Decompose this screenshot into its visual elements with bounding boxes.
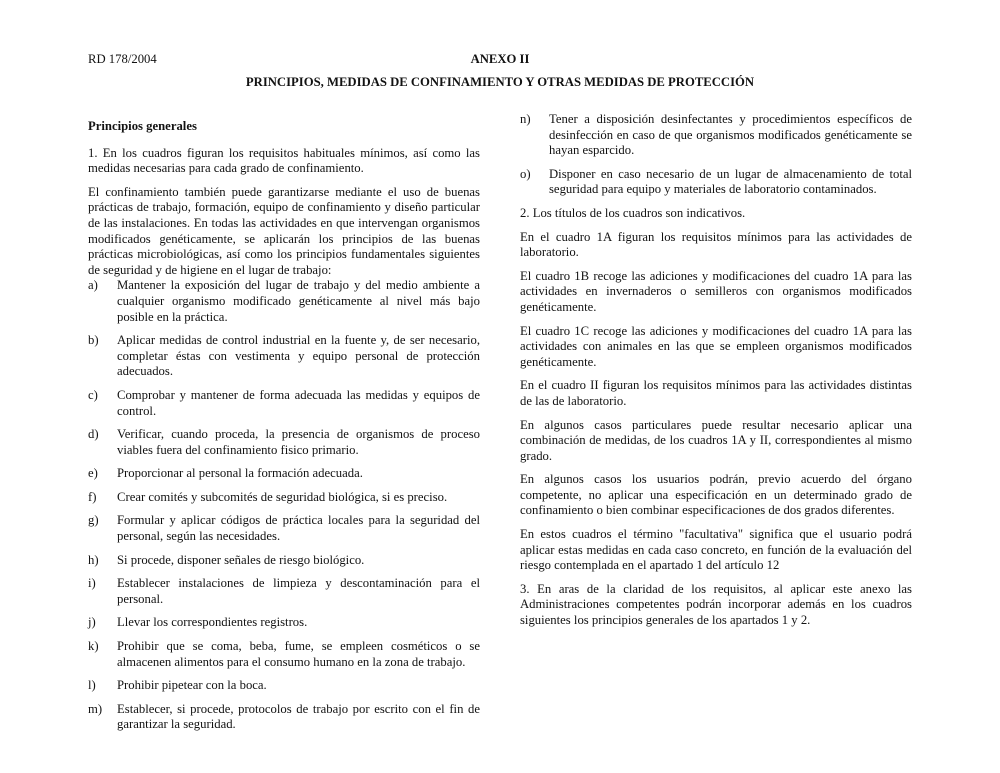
list-item-text: Aplicar medidas de control industrial en la fuente y, de ser necesario, completar éstas con vestimenta y equipo personal de protección adecuados. bbox=[117, 333, 480, 379]
list-item bbox=[88, 466, 480, 482]
left-lettered-list bbox=[88, 278, 480, 733]
list-item-label: e) bbox=[88, 466, 98, 481]
document-header bbox=[0, 52, 1000, 68]
list-item bbox=[88, 427, 480, 458]
page-title: ANEXO II bbox=[470, 52, 530, 66]
list-item-text: Si procede, disponer señales de riesgo biológico. bbox=[117, 552, 365, 567]
paragraph: El cuadro 1B recoge las adiciones y modificaciones del cuadro 1A para las actividades en invernaderos o semilleros con organismos modificados genéticamente. bbox=[520, 268, 912, 314]
list-item bbox=[520, 167, 912, 198]
list-item bbox=[88, 639, 480, 670]
list-item bbox=[88, 278, 480, 325]
list-item bbox=[88, 702, 480, 733]
right-column bbox=[520, 112, 912, 741]
list-item bbox=[520, 112, 912, 159]
list-item-text: Prohibir que se coma, beba, fume, se empleen cosméticos o se almacenen alimentos para el consumo humano en la zona de trabajo. bbox=[117, 639, 480, 669]
doc-reference: RD 178/2004 bbox=[88, 52, 157, 66]
list-item-text: Prohibir pipetear con la boca. bbox=[117, 678, 267, 693]
paragraph: En el cuadro II figuran los requisitos mínimos para las actividades distintas de las de laboratorio. bbox=[520, 378, 912, 408]
right-lettered-list bbox=[520, 112, 912, 198]
list-item-text: Proporcionar al personal la formación adecuada. bbox=[117, 466, 363, 481]
paragraph: El confinamiento también puede garantizarse mediante el uso de buenas prácticas de trabajo, formación, equipo de confinamiento y diseño particular de las instalaciones. En todas las actividades en que intervengan organismos modificados genéticamente, se aplicarán los principios de las buenas prácticas microbiológicas, así como los principios fundamentales siguientes de seguridad y de higiene en el lugar de trabajo: bbox=[88, 184, 480, 277]
list-item-label: b) bbox=[88, 333, 99, 348]
list-item bbox=[88, 553, 480, 569]
list-item-text: Crear comités y subcomités de seguridad biológica, si es preciso. bbox=[117, 489, 448, 504]
list-item-label: g) bbox=[88, 513, 99, 528]
list-item-label: d) bbox=[88, 427, 99, 442]
paragraph: En algunos casos los usuarios podrán, previo acuerdo del órgano competente, no aplicar una especificación en un determinado grado de confinamiento o bien combinar especificaciones de dos grados diferentes. bbox=[520, 472, 912, 518]
list-item bbox=[88, 678, 480, 694]
paragraph: El cuadro 1C recoge las adiciones y modificaciones del cuadro 1A para las actividades con animales en las que se empleen organismos modificados genéticamente. bbox=[520, 323, 912, 369]
list-item-label: j) bbox=[88, 615, 96, 630]
list-item bbox=[88, 615, 480, 631]
list-item-text: Formular y aplicar códigos de práctica locales para la seguridad del personal, según las necesidades. bbox=[117, 513, 480, 544]
list-item-text: Tener a disposición desinfectantes y procedimientos específicos de desinfección en caso de que organismos modificados genéticamente se hayan esparcido. bbox=[549, 112, 912, 158]
paragraph: En el cuadro 1A figuran los requisitos mínimos para las actividades de laboratorio. bbox=[520, 229, 912, 260]
list-item-label: m) bbox=[88, 701, 103, 716]
paragraph: 2. Los títulos de los cuadros son indicativos. bbox=[520, 205, 746, 220]
list-item-text: Disponer en caso necesario de un lugar de almacenamiento de total seguridad para equipo y materiales de laboratorio contaminados. bbox=[549, 166, 912, 197]
list-item-label: c) bbox=[88, 387, 98, 402]
list-item-label: i) bbox=[88, 576, 96, 591]
list-item-text: Mantener la exposición del lugar de trabajo y del medio ambiente a cualquier organismo modificado genéticamente al nivel más bajo posible en la práctica. bbox=[117, 278, 480, 324]
list-item-label: o) bbox=[520, 166, 531, 181]
list-item-text: Verificar, cuando proceda, la presencia de organismos de proceso viables fuera del confinamiento fisico primario. bbox=[117, 427, 480, 457]
list-item-label: n) bbox=[520, 112, 531, 126]
paragraph: 1. En los cuadros figuran los requisitos habituales mínimos, así como las medidas necesarias para cada grado de confinamiento. bbox=[88, 145, 480, 176]
paragraph: 3. En aras de la claridad de los requisitos, al aplicar este anexo las Administraciones competentes podrán incorporar además en los cuadros siguientes los principios generales de los apartados 1 y 2. bbox=[520, 581, 912, 628]
page-subtitle: PRINCIPIOS, MEDIDAS DE CONFINAMIENTO Y OTRAS MEDIDAS DE PROTECCIÓN bbox=[245, 75, 755, 89]
list-item bbox=[88, 388, 480, 419]
list-item bbox=[88, 490, 480, 506]
right-paragraphs bbox=[520, 206, 912, 629]
left-intro-paragraphs bbox=[88, 146, 480, 279]
list-item-label: k) bbox=[88, 639, 99, 654]
list-item-text: Comprobar y mantener de forma adecuada las medidas y equipos de control. bbox=[117, 387, 480, 418]
list-item-text: Llevar los correspondientes registros. bbox=[117, 615, 308, 630]
list-item-label: h) bbox=[88, 552, 99, 567]
left-column bbox=[88, 112, 480, 741]
list-item-text: Establecer, si procede, protocolos de trabajo por escrito con el fin de garantizar la seguridad. bbox=[117, 701, 480, 732]
list-item-label: f) bbox=[88, 489, 97, 504]
paragraph: En algunos casos particulares puede resultar necesario aplicar una combinación de medidas, de los cuadros 1A y II, correspondientes al mismo grado. bbox=[520, 417, 912, 463]
list-item bbox=[88, 513, 480, 544]
list-item-label: l) bbox=[88, 678, 96, 693]
list-item bbox=[88, 576, 480, 607]
list-item-label: a) bbox=[88, 278, 98, 293]
list-item bbox=[88, 333, 480, 380]
list-item-text: Establecer instalaciones de limpieza y descontaminación para el personal. bbox=[117, 576, 480, 606]
section-heading: Principios generales bbox=[88, 119, 197, 133]
two-column-body bbox=[88, 112, 912, 741]
paragraph: En estos cuadros el término "facultativa" significa que el usuario podrá aplicar estas medidas en cada caso concreto, en función de la evaluación del riesgo contemplada en el apartado 1 del artículo 12 bbox=[520, 527, 912, 573]
